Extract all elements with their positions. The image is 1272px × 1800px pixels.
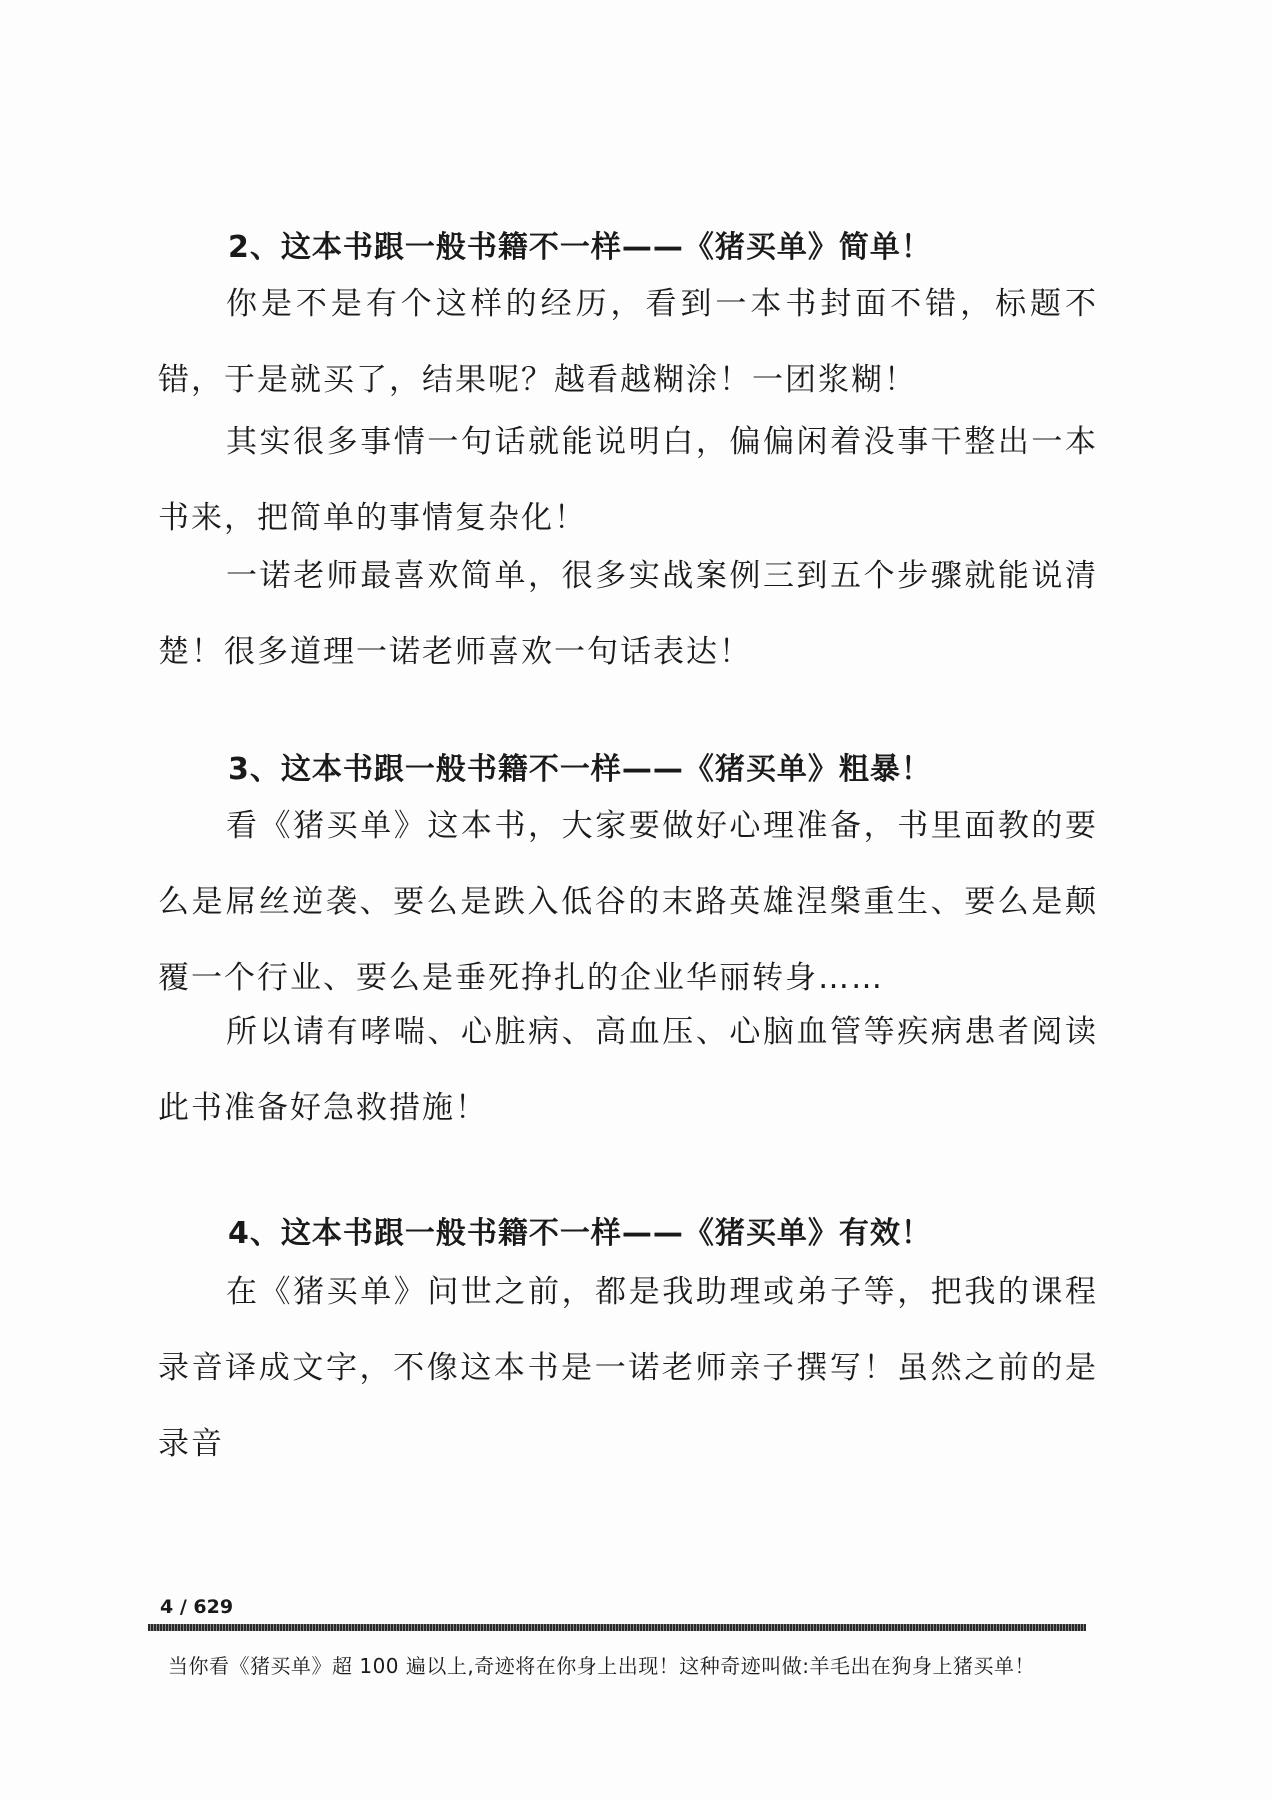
footer-divider xyxy=(148,1624,1086,1631)
paragraph: 在《猪买单》问世之前，都是我助理或弟子等，把我的课程录音译成文字，不像这本书是一诺老师亲子撰写！虽然之前的是录音 xyxy=(158,1274,1098,1462)
section-heading-4: 4、这本书跟一般书籍不一样——《猪买单》有效！ xyxy=(228,1216,932,1251)
paragraph: 看《猪买单》这本书，大家要做好心理准备，书里面教的要么是屌丝逆袭、要么是跌入低谷的末路英雄涅槃重生、要么是颠覆一个行业、要么是垂死挣扎的企业华丽转身…… xyxy=(158,808,1098,996)
section-heading-3: 3、这本书跟一般书籍不一样——《猪买单》粗暴！ xyxy=(228,752,932,787)
paragraph: 其实很多事情一句话就能说明白，偏偏闲着没事干整出一本书来，把简单的事情复杂化！ xyxy=(158,424,1098,536)
paragraph: 所以请有哮喘、心脏病、高血压、心脑血管等疾病患者阅读此书准备好急救措施！ xyxy=(158,1014,1098,1126)
paragraph: 一诺老师最喜欢简单，很多实战案例三到五个步骤就能说清楚！很多道理一诺老师喜欢一句话表达！ xyxy=(158,558,1098,670)
footer-slogan: 当你看《猪买单》超 100 遍以上,奇迹将在你身上出现！这种奇迹叫做:羊毛出在狗身上猪买单！ xyxy=(168,1654,1035,1678)
section-heading-2: 2、这本书跟一般书籍不一样——《猪买单》简单！ xyxy=(228,230,932,265)
paragraph: 你是不是有个这样的经历，看到一本书封面不错，标题不错，于是就买了，结果呢？越看越糊涂！一团浆糊！ xyxy=(158,286,1098,398)
page-number: 4 / 629 xyxy=(160,1596,234,1618)
